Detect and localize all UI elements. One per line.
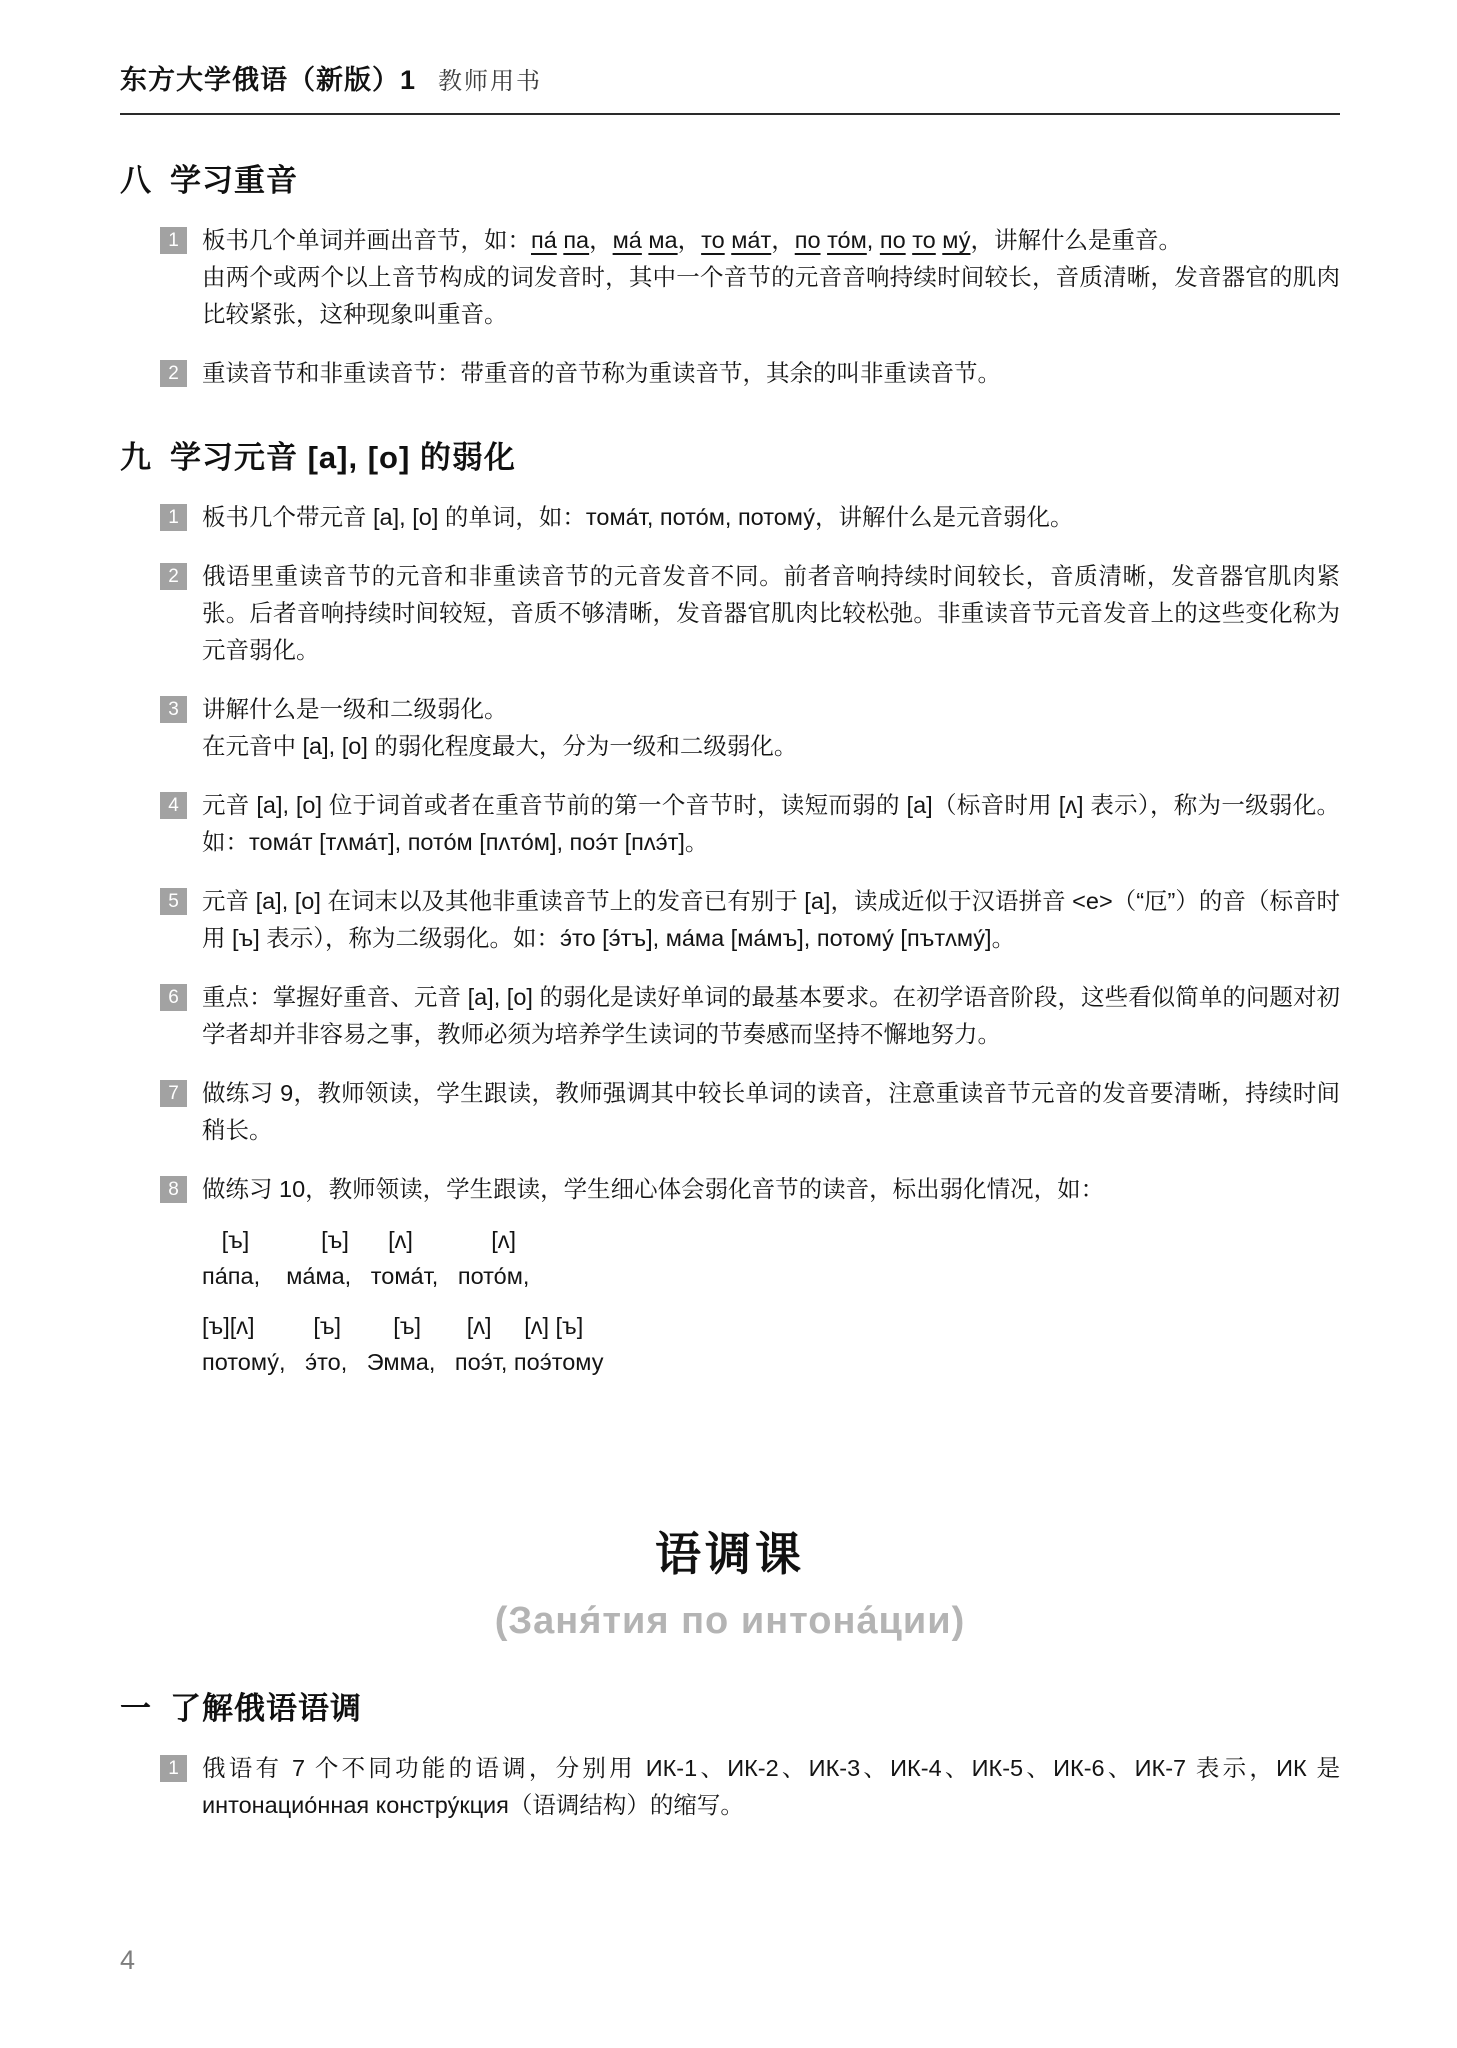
section-heading bbox=[120, 1683, 1340, 1728]
paragraph bbox=[202, 1750, 1340, 1824]
item-content bbox=[202, 1750, 1340, 1824]
paragraph bbox=[202, 1075, 1340, 1149]
section-title: 学习重音 bbox=[170, 163, 298, 198]
item-content bbox=[202, 979, 1340, 1053]
item-content bbox=[202, 222, 1340, 333]
paragraph bbox=[202, 883, 1340, 957]
item-number-badge: 6 bbox=[160, 984, 187, 1011]
item-content bbox=[202, 691, 1340, 765]
text-run: , bbox=[866, 227, 880, 253]
paragraph bbox=[202, 787, 1340, 861]
interlude-title: 语调课 bbox=[655, 1529, 805, 1580]
text-run: ， bbox=[771, 227, 795, 253]
text-run: 板书几个单词并画出音节，如： bbox=[202, 227, 531, 253]
list-item bbox=[120, 691, 1340, 765]
transcription-words: па́па, ма́ма, тома́т, пото́м, bbox=[202, 1263, 530, 1289]
paragraph bbox=[202, 1171, 1340, 1208]
underlined-syllable: ма́т bbox=[731, 227, 772, 253]
section-number: 一 bbox=[120, 1691, 152, 1726]
text-run: 重点：掌握好重音、元音 [a], [o] 的弱化是读好单词的最基本要求。在初学语音阶段，这些看似简单的问题对初学者却并非容易之事，教师必须为培养学生读词的节奏感而坚持不懈地努力。 bbox=[202, 984, 1340, 1047]
list-item bbox=[120, 499, 1340, 536]
item-content bbox=[202, 883, 1340, 957]
list-item bbox=[120, 222, 1340, 333]
page-number: 4 bbox=[120, 1945, 136, 1975]
underlined-syllable: па́ bbox=[531, 227, 557, 253]
paragraph bbox=[202, 558, 1340, 669]
header-title: 东方大学俄语（新版）1 bbox=[120, 65, 417, 95]
list-item bbox=[120, 787, 1340, 861]
paragraph bbox=[202, 499, 1340, 536]
item-content bbox=[202, 787, 1340, 861]
transcription-block bbox=[202, 1308, 1340, 1380]
text-run: 做练习 9，教师领读，学生跟读，教师强调其中较长单词的读音，注意重读音节元音的发音要清晰，持续时间稍长。 bbox=[202, 1080, 1340, 1143]
section-heading bbox=[120, 432, 1340, 477]
header-rule bbox=[120, 113, 1340, 115]
list-item bbox=[120, 1075, 1340, 1149]
item-number-badge: 2 bbox=[160, 563, 187, 590]
list-item bbox=[120, 979, 1340, 1053]
paragraph bbox=[202, 259, 1340, 333]
item-number-badge: 1 bbox=[160, 504, 187, 531]
section-heading bbox=[120, 155, 1340, 200]
section-number: 九 bbox=[120, 440, 152, 475]
transcription-marks: [ъ][ʌ] [ъ] [ъ] [ʌ] [ʌ] [ъ] bbox=[202, 1313, 584, 1339]
section-number: 八 bbox=[120, 163, 152, 198]
text-run: 讲解什么是一级和二级弱化。 bbox=[202, 696, 508, 722]
underlined-syllable: то́м bbox=[827, 227, 867, 253]
item-number-badge: 3 bbox=[160, 696, 187, 723]
underlined-syllable: по bbox=[879, 227, 906, 253]
text-run: ，讲解什么是重音。 bbox=[970, 227, 1182, 253]
interlude-subtitle: (Заня́тия по интона́ции) bbox=[494, 1600, 966, 1642]
section-title: 了解俄语语调 bbox=[170, 1691, 362, 1726]
item-number-badge: 1 bbox=[160, 1755, 187, 1782]
item-number-badge: 7 bbox=[160, 1080, 187, 1107]
list-item bbox=[120, 883, 1340, 957]
text-run: 板书几个带元音 [a], [o] 的单词，如：тома́т, пото́м, потому́，讲解什么是元音弱化。 bbox=[202, 504, 1074, 530]
underlined-syllable: то bbox=[912, 227, 936, 253]
underlined-syllable: ма bbox=[648, 227, 678, 253]
text-run: 由两个或两个以上音节构成的词发音时，其中一个音节的元音音响持续时间较长，音质清晰，发音器官的肌肉比较紧张，这种现象叫重音。 bbox=[202, 264, 1340, 327]
text-run: 在元音中 [a], [o] 的弱化程度最大，分为一级和二级弱化。 bbox=[202, 733, 798, 759]
item-number-badge: 8 bbox=[160, 1176, 187, 1203]
underlined-syllable: то bbox=[701, 227, 725, 253]
item-number-badge: 5 bbox=[160, 888, 187, 915]
item-content bbox=[202, 1075, 1340, 1149]
underlined-syllable: по bbox=[794, 227, 821, 253]
transcription-block bbox=[202, 1222, 1340, 1294]
text-run: 俄语有 7 个不同功能的语调，分别用 ИК-1、ИК-2、ИК-3、ИК-4、ИК-5、ИК-6、ИК-7 表示，ИК 是 интонацио́нная констру́кция（语调结构）的缩写。 bbox=[202, 1755, 1340, 1818]
underlined-syllable: па bbox=[563, 227, 590, 253]
paragraph bbox=[202, 979, 1340, 1053]
underlined-syllable: ма́ bbox=[612, 227, 642, 253]
paragraph bbox=[202, 728, 1340, 765]
underlined-syllable: му́ bbox=[942, 227, 971, 253]
interlude-block bbox=[120, 1518, 1340, 1643]
item-content bbox=[202, 558, 1340, 669]
paragraph bbox=[202, 222, 1340, 259]
header-subtitle: 教师用书 bbox=[438, 68, 543, 95]
paragraph bbox=[202, 691, 1340, 728]
text-run: 元音 [a], [o] 在词末以及其他非重读音节上的发音已有别于 [a]，读成近似于汉语拼音 <e>（“厄”）的音（标音时用 [ъ] 表示），称为二级弱化。如：э́то [э́тъ], ма́ма [ма́мъ], потому́ [пътʌму́]。 bbox=[202, 888, 1340, 951]
text-run: 做练习 10，教师领读，学生跟读，学生细心体会弱化音节的读音，标出弱化情况，如： bbox=[202, 1176, 1105, 1202]
transcription-marks: [ъ] [ъ] [ʌ] [ʌ] bbox=[202, 1227, 517, 1253]
item-number-badge: 2 bbox=[160, 360, 187, 387]
text-run: 俄语里重读音节的元音和非重读音节的元音发音不同。前者音响持续时间较长，音质清晰，发音器官肌肉紧张。后者音响持续时间较短，音质不够清晰，发音器官肌肉比较松弛。非重读音节元音发音上的这些变化称为元音弱化。 bbox=[202, 563, 1340, 663]
list-item bbox=[120, 1171, 1340, 1386]
item-content bbox=[202, 1171, 1340, 1386]
text-run: 重读音节和非重读音节：带重音的音节称为重读音节，其余的叫非重读音节。 bbox=[202, 360, 1001, 386]
item-content bbox=[202, 355, 1340, 392]
item-number-badge: 1 bbox=[160, 227, 187, 254]
item-number-badge: 4 bbox=[160, 792, 187, 819]
list-item bbox=[120, 1750, 1340, 1824]
text-run: 元音 [a], [o] 位于词首或者在重音节前的第一个音节时，读短而弱的 [a]（标音时用 [ʌ] 表示），称为一级弱化。如：тома́т [тʌма́т], пото́м [пʌто́м], поэ́т [пʌэ́т]。 bbox=[202, 792, 1340, 855]
transcription-words: потому́, э́то, Эмма, поэ́т, поэ́тому bbox=[202, 1349, 604, 1375]
document-body bbox=[120, 155, 1340, 1824]
text-run: ， bbox=[589, 227, 613, 253]
text-run: ， bbox=[677, 227, 702, 253]
item-content bbox=[202, 499, 1340, 536]
list-item bbox=[120, 558, 1340, 669]
list-item bbox=[120, 355, 1340, 392]
paragraph bbox=[202, 355, 1340, 392]
page-header bbox=[120, 58, 1340, 97]
section-title: 学习元音 [a], [o] 的弱化 bbox=[170, 440, 516, 475]
